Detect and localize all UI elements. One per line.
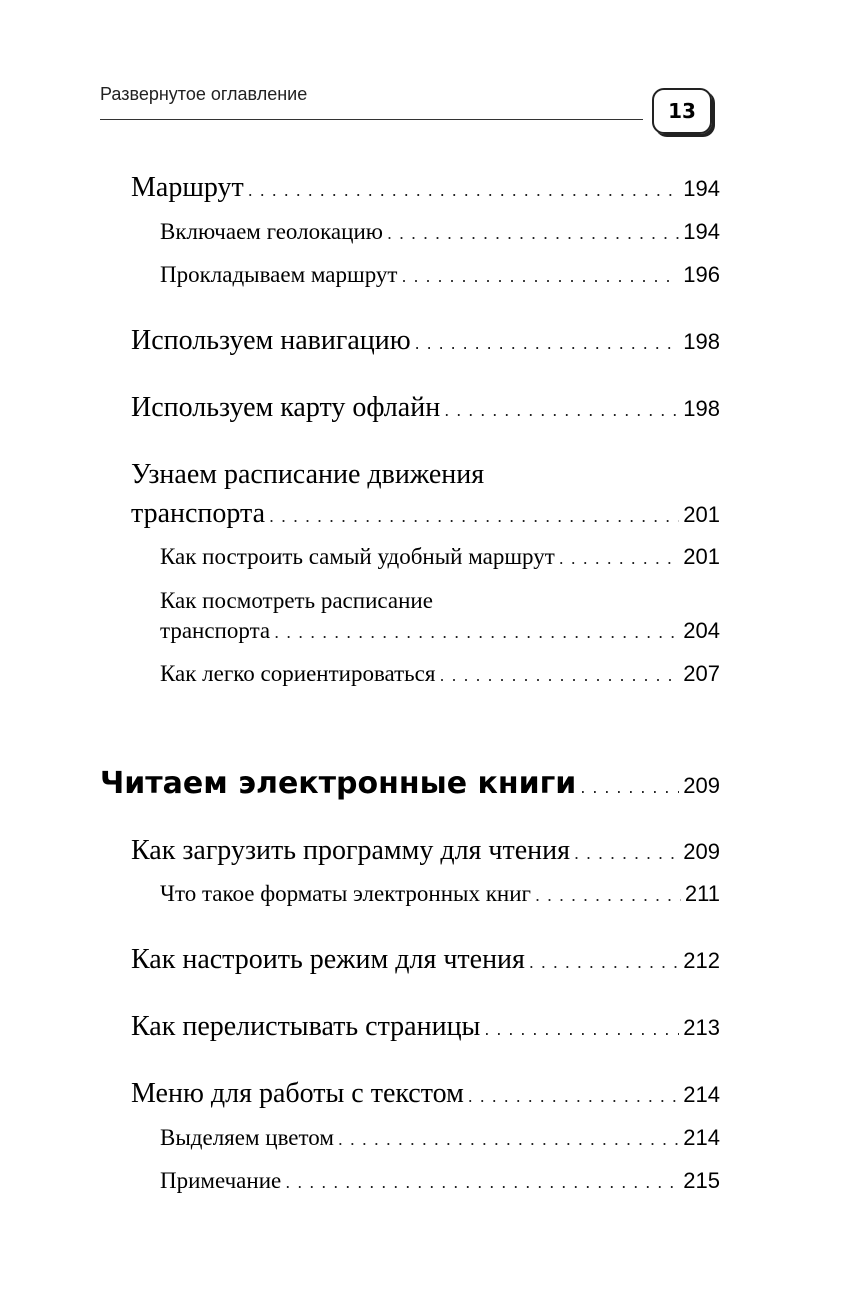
- dot-leader: [285, 1168, 679, 1194]
- toc-subentry-page: 196: [683, 262, 720, 287]
- toc-chapter-title: Читаем электронные книги: [100, 766, 577, 801]
- toc-entry-page: 198: [683, 329, 720, 354]
- toc-subentry-title: Примечание: [160, 1168, 282, 1193]
- toc-subentry-page: 204: [683, 618, 720, 643]
- toc-subentry-title-line: Как посмотреть расписание: [160, 588, 433, 613]
- dot-leader: [484, 1011, 679, 1043]
- toc-chapter-page: 209: [683, 773, 720, 798]
- toc-subentry: [160, 544, 720, 570]
- toc-entry: [131, 944, 720, 976]
- toc-entry: [131, 835, 720, 867]
- toc-subentry-title: Включаем геолокацию: [160, 219, 383, 244]
- dot-leader: [574, 835, 679, 867]
- dot-leader: [274, 618, 679, 644]
- dot-leader: [401, 262, 679, 288]
- toc-entry-page: 212: [683, 948, 720, 973]
- dot-leader: [387, 219, 679, 245]
- dot-leader: [269, 498, 679, 530]
- toc-entry-title: Используем карту офлайн: [131, 392, 441, 423]
- toc-chapter: [100, 766, 720, 801]
- toc-entry-page: 201: [683, 502, 720, 527]
- dot-leader: [439, 661, 679, 687]
- toc-entry: [131, 172, 720, 204]
- toc-entry: [131, 392, 720, 424]
- toc-subentry: [160, 881, 720, 907]
- toc-entry-title: Используем навигацию: [131, 325, 411, 356]
- toc-entry: [131, 498, 720, 530]
- toc-subentry-title: Что такое форматы электронных книг: [160, 881, 531, 906]
- toc-subentry-title: Как легко сориентироваться: [160, 661, 436, 686]
- toc-subentry: [160, 661, 720, 687]
- toc-entry-page: 194: [683, 176, 720, 201]
- toc-subentry-title: Прокладываем маршрут: [160, 262, 398, 287]
- toc-entry-page: 213: [683, 1015, 720, 1040]
- toc-entry-page: 198: [683, 396, 720, 421]
- toc-entry: [131, 1011, 720, 1043]
- toc-subentry-page: 215: [683, 1168, 720, 1193]
- toc-subentry: [160, 1168, 720, 1194]
- dot-leader: [529, 944, 679, 976]
- toc-subentry-page: 207: [683, 661, 720, 686]
- toc-subentry-page: 201: [683, 544, 720, 569]
- dot-leader: [468, 1078, 679, 1110]
- toc-subentry: [160, 262, 720, 288]
- toc-subentry-page: 194: [683, 219, 720, 244]
- page-number-badge: 13: [652, 88, 712, 134]
- running-header: [100, 84, 720, 144]
- dot-leader: [415, 325, 680, 357]
- dot-leader: [535, 881, 681, 907]
- toc-entry-title: Как настроить режим для чтения: [131, 944, 525, 975]
- toc-entry-title-line: Узнаем расписание движения: [131, 459, 485, 490]
- toc-subentry-title: Как построить самый удобный маршрут: [160, 544, 555, 569]
- toc-subentry: [160, 1125, 720, 1151]
- toc-entry-title: транспорта: [131, 498, 266, 529]
- header-rule: [100, 119, 643, 120]
- dot-leader: [559, 544, 679, 570]
- toc-entry: [131, 325, 720, 357]
- dot-leader: [248, 172, 680, 204]
- toc-entry-title: Маршрут: [131, 172, 244, 203]
- toc-subentry-page: 211: [684, 881, 720, 906]
- toc-subentry-page: 214: [683, 1125, 720, 1150]
- toc-subentry-title: транспорта: [160, 618, 271, 643]
- toc-entry-page: 209: [683, 839, 720, 864]
- running-header-title: Развернутое оглавление: [100, 84, 308, 104]
- toc-entry: [131, 1078, 720, 1110]
- toc-entry-title: Как загрузить программу для чтения: [131, 835, 571, 866]
- toc-entry-title: Как перелистывать страницы: [131, 1011, 481, 1042]
- dot-leader: [444, 392, 679, 424]
- toc-subentry: [160, 618, 720, 644]
- toc-subentry: [160, 219, 720, 245]
- toc-subentry-title: Выделяем цветом: [160, 1125, 334, 1150]
- toc-entry-title: Меню для работы с текстом: [131, 1078, 464, 1109]
- dot-leader: [580, 766, 679, 801]
- dot-leader: [338, 1125, 679, 1151]
- toc-entry-page: 214: [683, 1082, 720, 1107]
